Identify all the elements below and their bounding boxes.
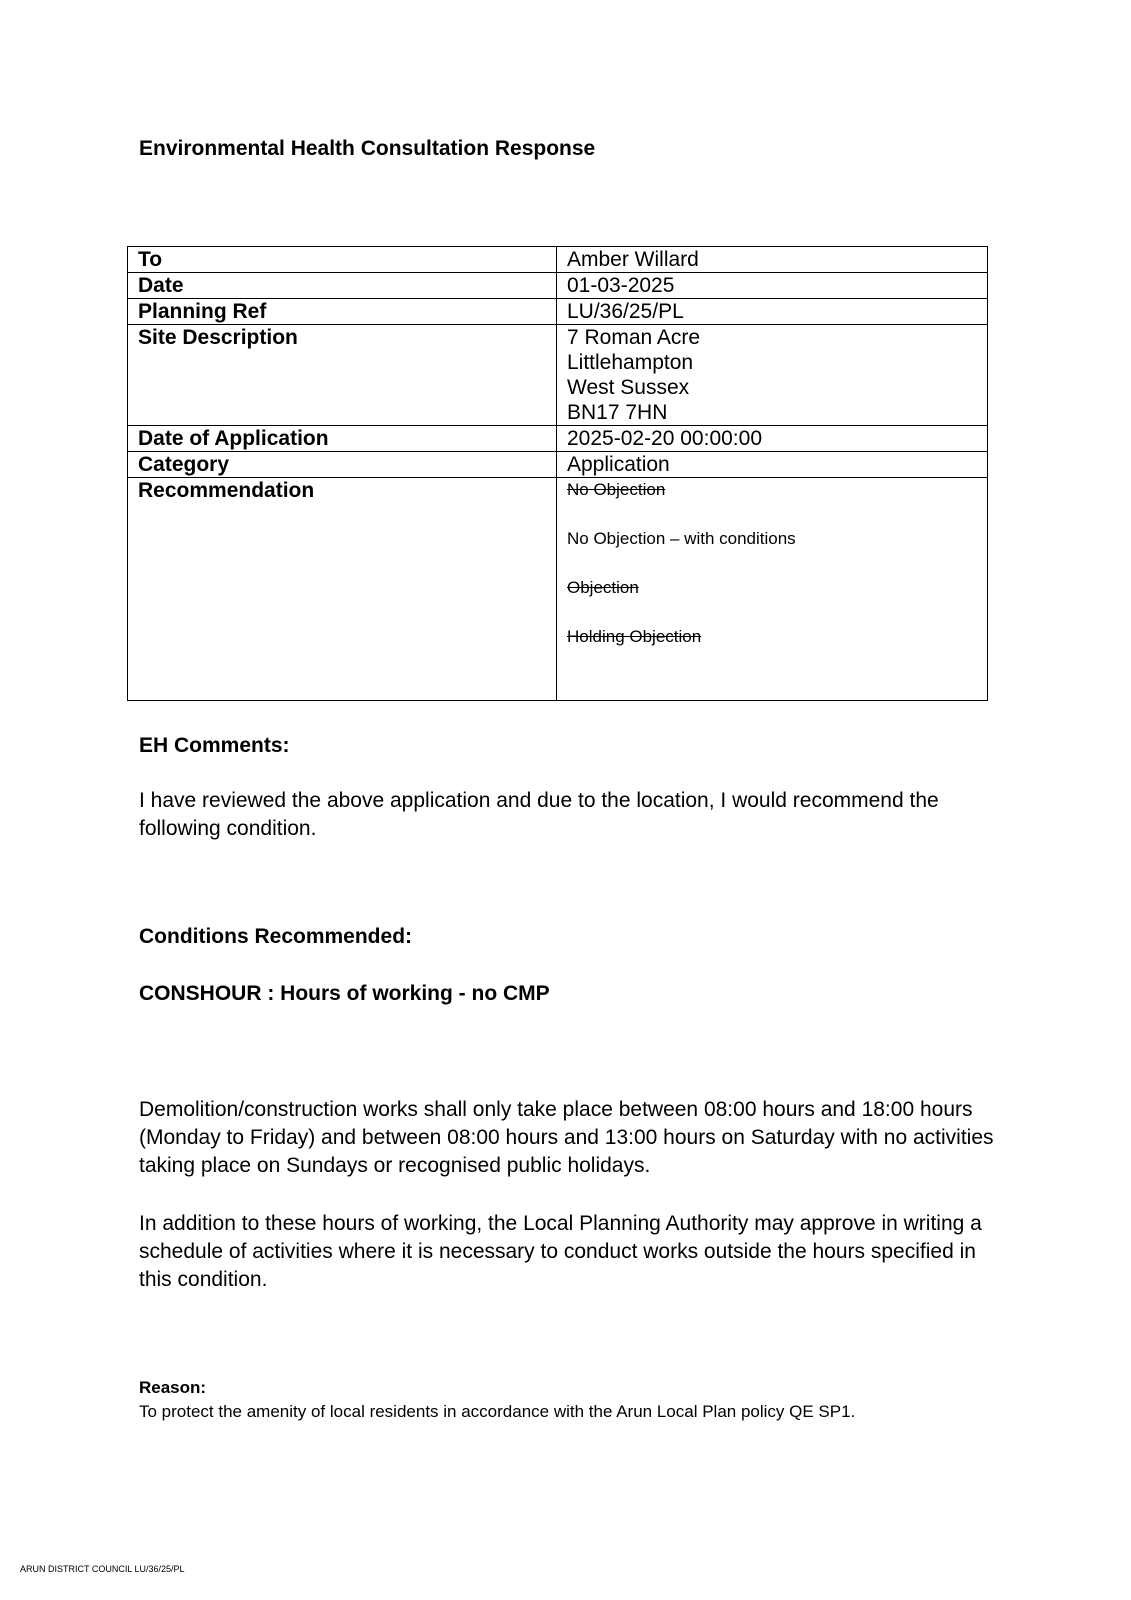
date-value: 01-03-2025 [557,273,988,299]
category-value: Application [557,452,988,478]
table-row [128,452,988,478]
conditions-heading: Conditions Recommended: [139,925,413,948]
to-value: Amber Willard [557,247,988,273]
planning-ref-value: LU/36/25/PL [557,299,988,325]
date-of-application-label: Date of Application [128,426,557,452]
to-label: To [128,247,557,273]
reason-heading: Reason: [139,1378,207,1397]
planning-ref-label: Planning Ref [128,299,557,325]
site-address-line: West Sussex [567,376,690,399]
table-row [128,247,988,273]
site-description-label: Site Description [128,325,557,426]
table-row [128,426,988,452]
recommendation-option-holding-objection: Holding Objection [567,627,702,646]
document-title: Environmental Health Consultation Response [139,137,596,160]
eh-comments-heading: EH Comments: [139,734,290,757]
table-row [128,325,988,426]
recommendation-options [557,478,988,701]
site-address-line: 7 Roman Acre [567,326,701,349]
site-address-line: Littlehampton [567,351,694,374]
table-row [128,273,988,299]
category-label: Category [128,452,557,478]
condition-paragraph-hours: Demolition/construction works shall only take place between 08:00 hours and 18:00 hours (Monday to Friday) and between 08:00 hours and 13:00 hours on Saturday with no activities taking place on Sundays or recognised public holidays. [139,1098,994,1177]
table-row [128,299,988,325]
site-description-value [557,325,988,426]
recommendation-option-no-objection-with-conditions: No Objection – with conditions [567,529,796,548]
recommendation-option-objection: Objection [567,578,639,597]
page-footer: ARUN DISTRICT COUNCIL LU/36/25/PL [20,1564,185,1574]
condition-title: CONSHOUR : Hours of working - no CMP [139,982,550,1005]
consultation-info-table [127,246,988,701]
recommendation-option-no-objection: No Objection [567,480,666,499]
date-of-application-value: 2025-02-20 00:00:00 [557,426,988,452]
date-label: Date [128,273,557,299]
table-row [128,478,988,701]
recommendation-label: Recommendation [128,478,557,701]
site-address-line: BN17 7HN [567,401,668,424]
eh-comments-text: I have reviewed the above application and due to the location, I would recommend the following condition. [139,789,939,840]
reason-text: To protect the amenity of local residents in accordance with the Arun Local Plan policy QE SP1. [139,1402,856,1421]
condition-paragraph-schedule: In addition to these hours of working, the Local Planning Authority may approve in writing a schedule of activities where it is necessary to conduct works outside the hours specified in this condition. [139,1212,982,1291]
